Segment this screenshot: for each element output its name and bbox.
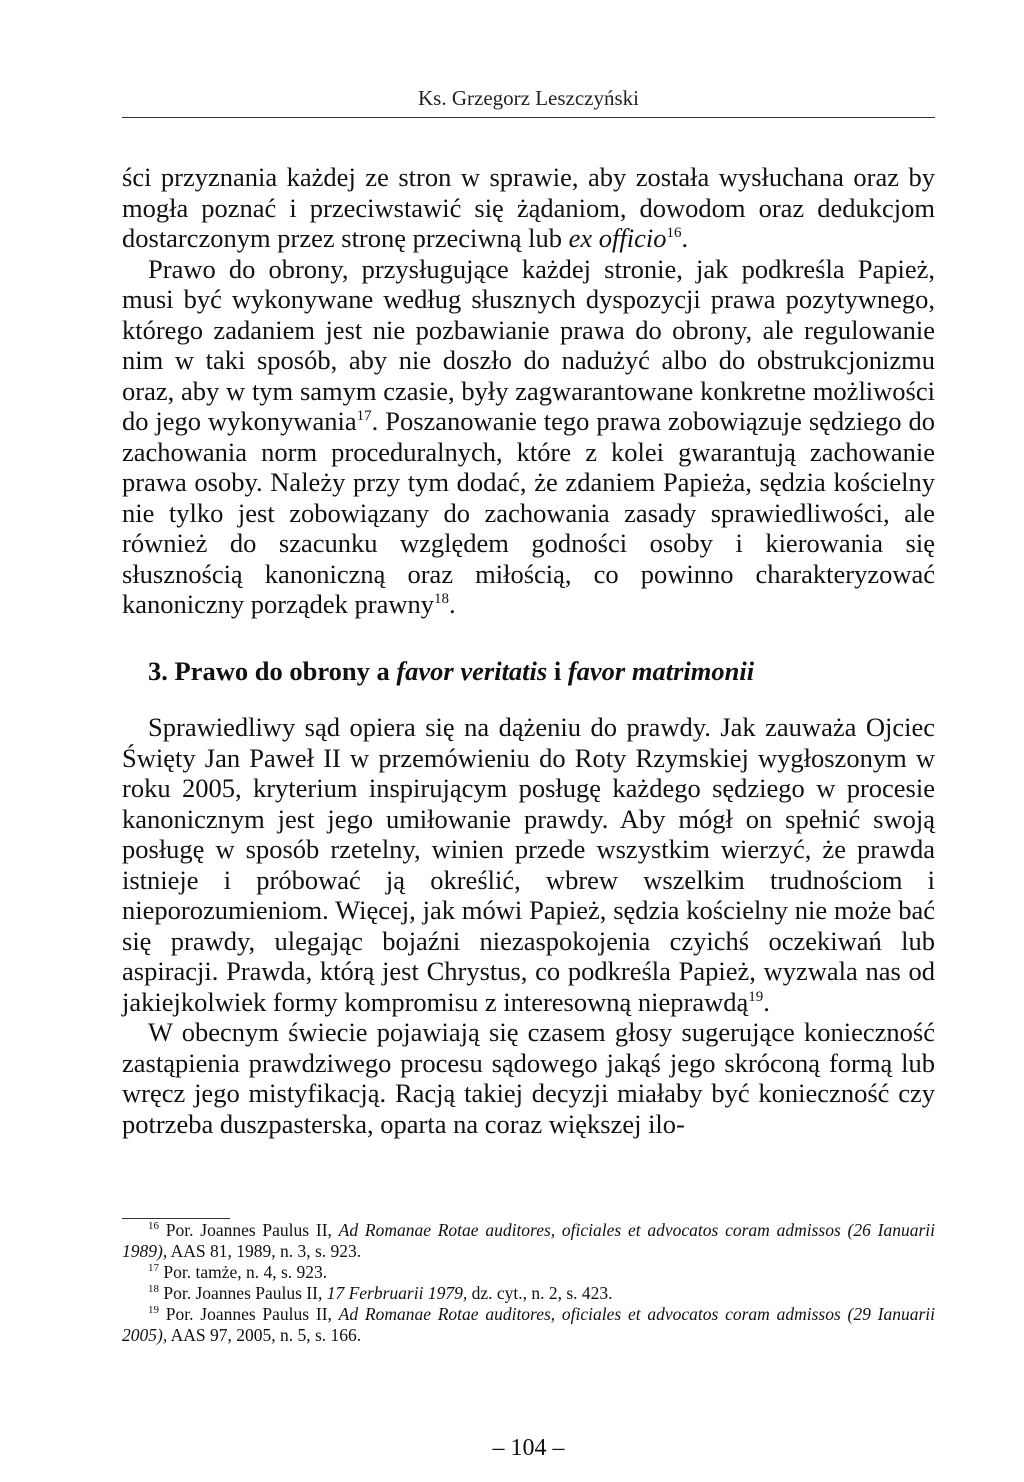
- section-heading: [148, 656, 935, 687]
- italic-run: favor veritatis: [396, 655, 548, 686]
- text-run: i: [547, 655, 568, 686]
- text-run: Por. Joannes Paulus II,: [159, 1304, 339, 1324]
- text-run: Por. Joannes Paulus II,: [159, 1220, 339, 1240]
- running-header: Ks. Grzegorz Leszczyński: [418, 86, 639, 110]
- footnote-ref-16[interactable]: 16: [666, 225, 682, 242]
- text-run: .: [681, 223, 689, 253]
- footnote-rule: [122, 1218, 230, 1219]
- footnote-number: 17: [148, 1262, 159, 1275]
- footnote-19: [122, 1304, 935, 1346]
- text-run: Sprawiedliwy sąd opiera się na dążeniu do prawdy. Jak zauważa Ojciec Święty Jan Paweł II w przemówieniu do Roty Rzymskiej wygłoszonym w roku 2005, kryterium inspirującym posługę każdego sędziego w procesie kanonicznym jest jego umiłowanie prawdy. Aby mógł on spełnić swoją posługę w sposób rzetelny, winien przede wszystkim wierzyć, że prawda istnieje i próbować ją określić, wbrew wszelkim trudnościom i nieporozumieniom. Więcej, jak mówi Papież, sędzia kościelny nie może bać się prawdy, ulegając bojaźni niezaspokojenia czyichś oczekiwań lub aspiracji. Prawda, którą jest Chrystus, co podkreśla Papież, wyzwala nas od jakiejkolwiek formy kompromisu z interesowną nieprawdą: [122, 712, 935, 1017]
- text-run: AAS 97, 2005, n. 5, s. 166.: [167, 1325, 362, 1345]
- text-run: AAS 81, 1989, n. 3, s. 923.: [167, 1241, 362, 1261]
- footnotes: [122, 1220, 935, 1346]
- footnote-18: [122, 1283, 935, 1304]
- italic-run: Ad Romanae Rotae auditores, oficiales et advocatos coram admissos (26 Ianuarii 1989),: [122, 1220, 935, 1261]
- italic-run: 17 Ferbruarii 1979,: [326, 1283, 468, 1303]
- text-run: Prawo do obrony, przysługujące każdej stronie, jak podkreśla Papież, musi być wykonywane według słusznych dyspozycji prawa pozytywnego, którego zadaniem jest nie pozbawianie prawa do obrony, ale regulowanie nim w taki sposób, aby nie doszło do nadużyć albo do obstrukcjonizmu oraz, aby w tym samym czasie, były zagwarantowane konkretne możliwości do jego wykonywania: [122, 253, 935, 436]
- text-run: .: [448, 589, 456, 619]
- text-run: Por. tamże, n. 4, s. 923.: [159, 1262, 328, 1282]
- footnote-number: 19: [148, 1304, 159, 1317]
- footnote-ref-17[interactable]: 17: [356, 408, 372, 425]
- footnote-16: [122, 1220, 935, 1262]
- text-run: . Poszanowanie tego prawa zobowiązuje sędziego do zachowania norm proceduralnych, które z kolei gwarantują zachowanie prawa osoby. Należy przy tym dodać, że zdaniem Papieża, sędzia kościelny nie tylko jest zobowiązany do zachowania zasady sprawiedliwości, ale również do szacunku względem godności osoby i kierowania się słusznością kanoniczną oraz miłością, co powinno charakteryzować kanoniczny porządek prawny: [122, 406, 935, 619]
- paragraph-4: W obecnym świecie pojawiają się czasem głosy sugerujące konieczność zastąpienia prawdziwego procesu sądowego jakąś jego skróconą formą lub wręcz jego mistyfikacją. Racją takiej decyzji miałaby być konieczność czy potrzeba duszpasterska, oparta na coraz większej ilo-: [122, 1017, 935, 1139]
- paragraph-2: [122, 254, 935, 620]
- paragraph-3: [122, 712, 935, 1017]
- text-run: 3. Prawo do obrony a: [148, 655, 397, 686]
- footnote-17: [122, 1262, 935, 1283]
- footnote-number: 16: [148, 1220, 159, 1233]
- italic-run: Ad Romanae Rotae auditores, oficiales et advocatos coram admissos (29 Ianuarii 2005),: [122, 1304, 935, 1345]
- footnote-ref-18[interactable]: 18: [433, 591, 449, 608]
- page-number: – 104 –: [492, 1435, 565, 1461]
- header-rule: [122, 117, 935, 118]
- text-run: Por. Joannes Paulus II,: [159, 1283, 327, 1303]
- footnote-ref-19[interactable]: 19: [748, 988, 764, 1005]
- italic-run: favor matrimonii: [567, 655, 755, 686]
- footnote-number: 18: [148, 1283, 159, 1296]
- paragraph-1: [122, 162, 935, 254]
- main-text: [122, 162, 935, 1139]
- text-run: dz. cyt., n. 2, s. 423.: [467, 1283, 613, 1303]
- text-run: ści przyznania każdej ze stron w sprawie, aby została wysłuchana oraz by mogła poznać i przeciwstawić się żądaniom, dowodom oraz dedukcjom dostarczonym przez stronę przeciwną lub: [122, 162, 935, 253]
- italic-run: ex officio: [568, 223, 667, 253]
- text-run: .: [763, 986, 770, 1017]
